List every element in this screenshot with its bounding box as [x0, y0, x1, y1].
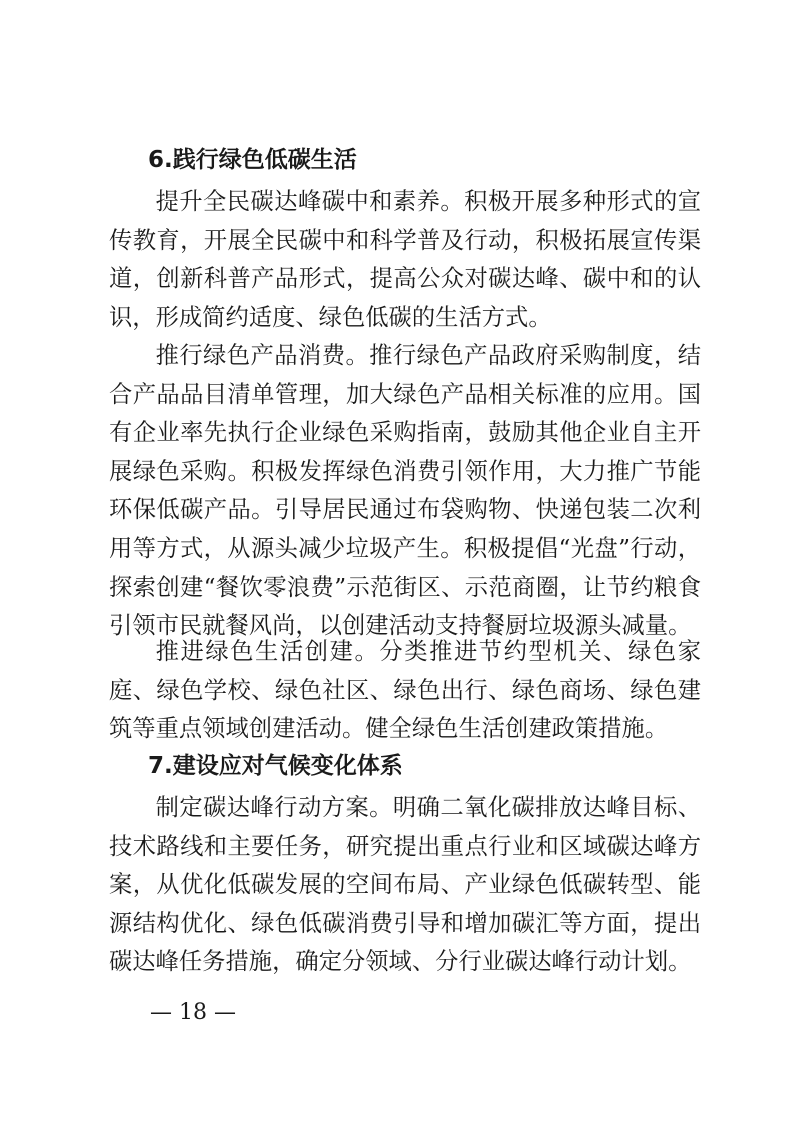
- section-7-heading: 7.建设应对气候变化体系: [148, 753, 403, 779]
- page-number: — 18 —: [150, 1000, 236, 1025]
- paragraph-green-living-creation: 推进绿色生活创建。分类推进节约型机关、绿色家庭、绿色学校、绿色社区、绿色出行、绿色商场、绿色建筑等重点领域创建活动。健全绿色生活创建政策措施。: [109, 638, 701, 743]
- paragraph-carbon-literacy: 提升全民碳达峰碳中和素养。积极开展多种形式的宣传教育，开展全民碳中和科学普及行动，积极拓展宣传渠道，创新科普产品形式，提高公众对碳达峰、碳中和的认识，形成简约适度、绿色低碳的生活方式。: [109, 188, 701, 331]
- paragraph-carbon-peak-plan: 制定碳达峰行动方案。明确二氧化碳排放达峰目标、技术路线和主要任务，研究提出重点行业和区域碳达峰方案，从优化低碳发展的空间布局、产业绿色低碳转型、能源结构优化、绿色低碳消费引导和增加碳汇等方面，提出碳达峰任务措施，确定分领域、分行业碳达峰行动计划。: [109, 794, 701, 976]
- section-6-heading: 6.践行绿色低碳生活: [148, 147, 357, 173]
- paragraph-green-consumption: 推行绿色产品消费。推行绿色产品政府采购制度，结合产品品目清单管理，加大绿色产品相关标准的应用。国有企业率先执行企业绿色采购指南，鼓励其他企业自主开展绿色采购。积极发挥绿色消费引领作用，大力推广节能环保低碳产品。引导居民通过布袋购物、快递包装二次利用等方式，从源头减少垃圾产生。积极提倡“光盘”行动，探索创建“餐饮零浪费”示范街区、示范商圈，让节约粮食引领市民就餐风尚，以创建活动支持餐厨垃圾源头减量。: [109, 342, 701, 640]
